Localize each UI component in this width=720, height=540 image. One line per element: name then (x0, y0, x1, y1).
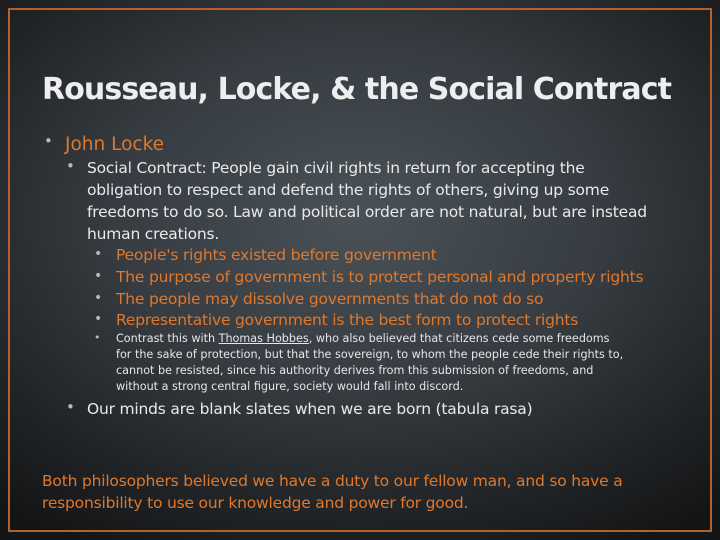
social-contract-line-1: Social Contract: People gain civil rights in return for accepting the (87, 159, 585, 177)
slide-title: Rousseau, Locke, & the Social Contract (42, 72, 672, 107)
sub-point-1: People's rights existed before government (116, 246, 437, 264)
bullet-minds: • (66, 398, 75, 416)
conclusion-line-2: responsibility to use our knowledge and power for good. (42, 494, 469, 512)
contrast-line-4: without a strong central figure, society would fall into discord. (116, 380, 464, 393)
bullet-sub-point-3: • (94, 290, 103, 306)
sub-point-3: The people may dissolve governments that do not do so (116, 290, 544, 308)
bullet-sub-point-2: • (94, 268, 103, 284)
contrast-line-3: cannot be resisted, since his authority derives from this submission of freedoms, and (116, 364, 594, 377)
contrast-line-2: for the sake of protection, but that the sovereign, to whom the people cede their rights to, (116, 348, 624, 361)
bullet-john-locke: • (44, 132, 53, 150)
contrast-line-1-end: , who also believed that citizens cede some freedoms (308, 332, 610, 345)
bullet-sub-point-4: • (94, 311, 103, 327)
sub-point-2: The purpose of government is to protect personal and property rights (116, 268, 644, 286)
heading-john-locke: John Locke (65, 134, 165, 155)
contrast-line-1 (116, 332, 610, 345)
social-contract-line-2: obligation to respect and defend the rights of others, giving up some (87, 181, 610, 199)
thomas-hobbes-link[interactable]: Thomas Hobbes (218, 332, 309, 345)
social-contract-line-4: human creations. (87, 225, 220, 243)
bullet-sub-point-1: • (94, 246, 103, 262)
bullet-contrast: • (94, 331, 101, 344)
social-contract-line-3: freedoms to do so. Law and political order are not natural, but are instead (87, 203, 647, 221)
contrast-line-1-start: Contrast this with (116, 332, 219, 345)
conclusion-line-1: Both philosophers believed we have a duty to our fellow man, and so have a (42, 472, 623, 490)
bullet-social-contract: • (66, 157, 75, 175)
minds-point: Our minds are blank slates when we are born (tabula rasa) (87, 400, 533, 418)
sub-point-4: Representative government is the best form to protect rights (116, 311, 579, 329)
